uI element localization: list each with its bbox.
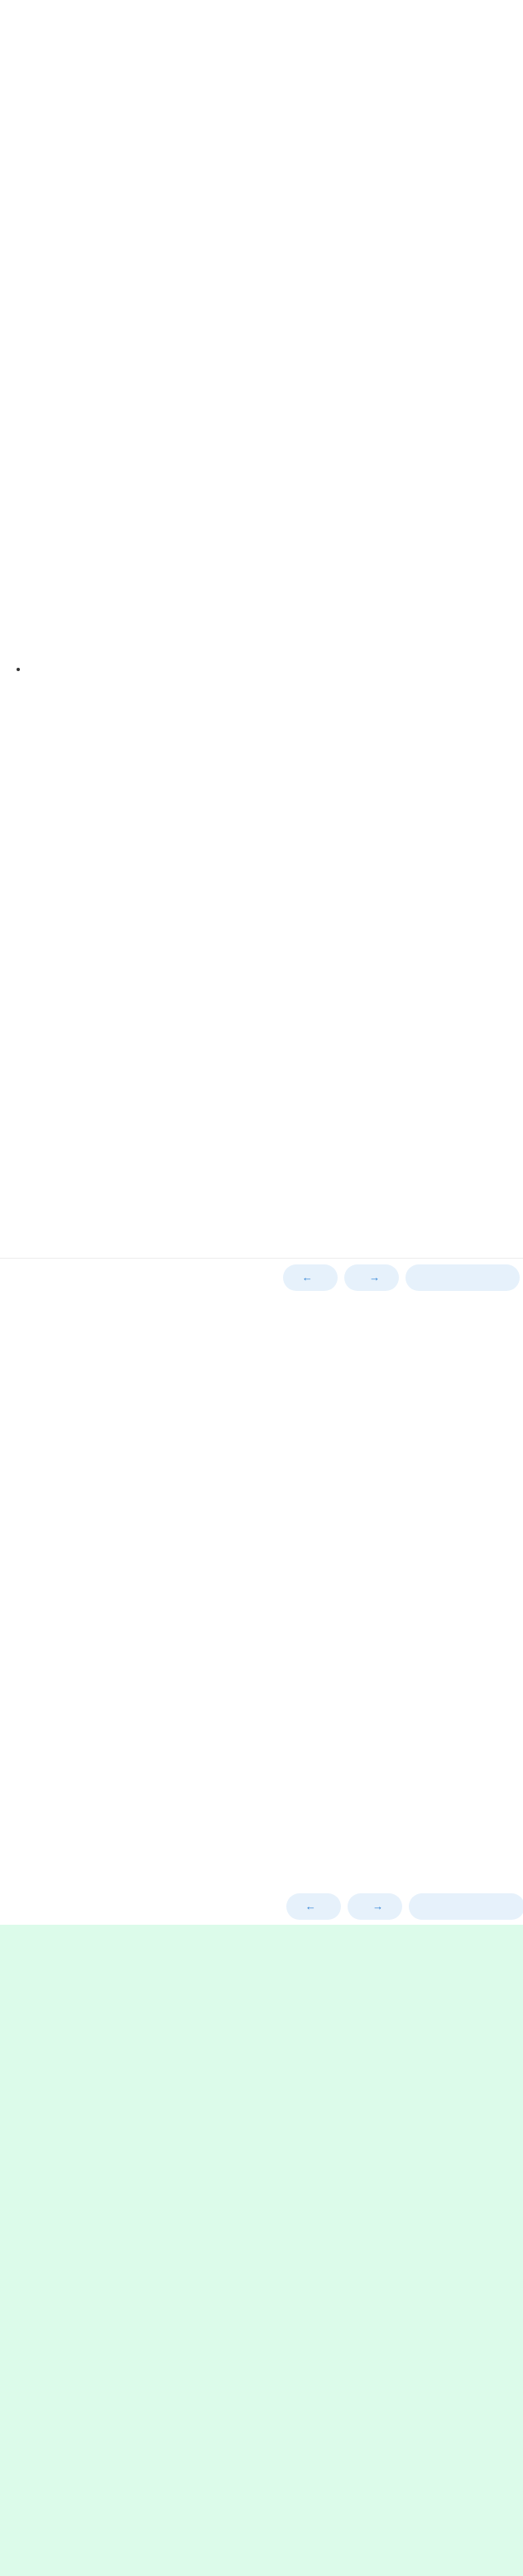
bullet-icon: [17, 668, 20, 671]
divider: [0, 1258, 523, 1259]
next-exercise-button-2[interactable]: [348, 1893, 402, 1920]
arrow-right-icon: →: [369, 1271, 381, 1283]
all-exercises-button-2[interactable]: [409, 1893, 523, 1920]
answer-panel: [0, 1925, 523, 2576]
next-exercise-button[interactable]: [344, 1264, 399, 1291]
all-exercises-button[interactable]: [405, 1264, 520, 1291]
arrow-left-icon: ←: [301, 1271, 313, 1283]
arrow-right-icon: →: [372, 1900, 384, 1912]
arrow-left-icon: ←: [305, 1900, 316, 1912]
prev-exercise-button[interactable]: [283, 1264, 338, 1291]
prev-exercise-button-2[interactable]: [286, 1893, 341, 1920]
